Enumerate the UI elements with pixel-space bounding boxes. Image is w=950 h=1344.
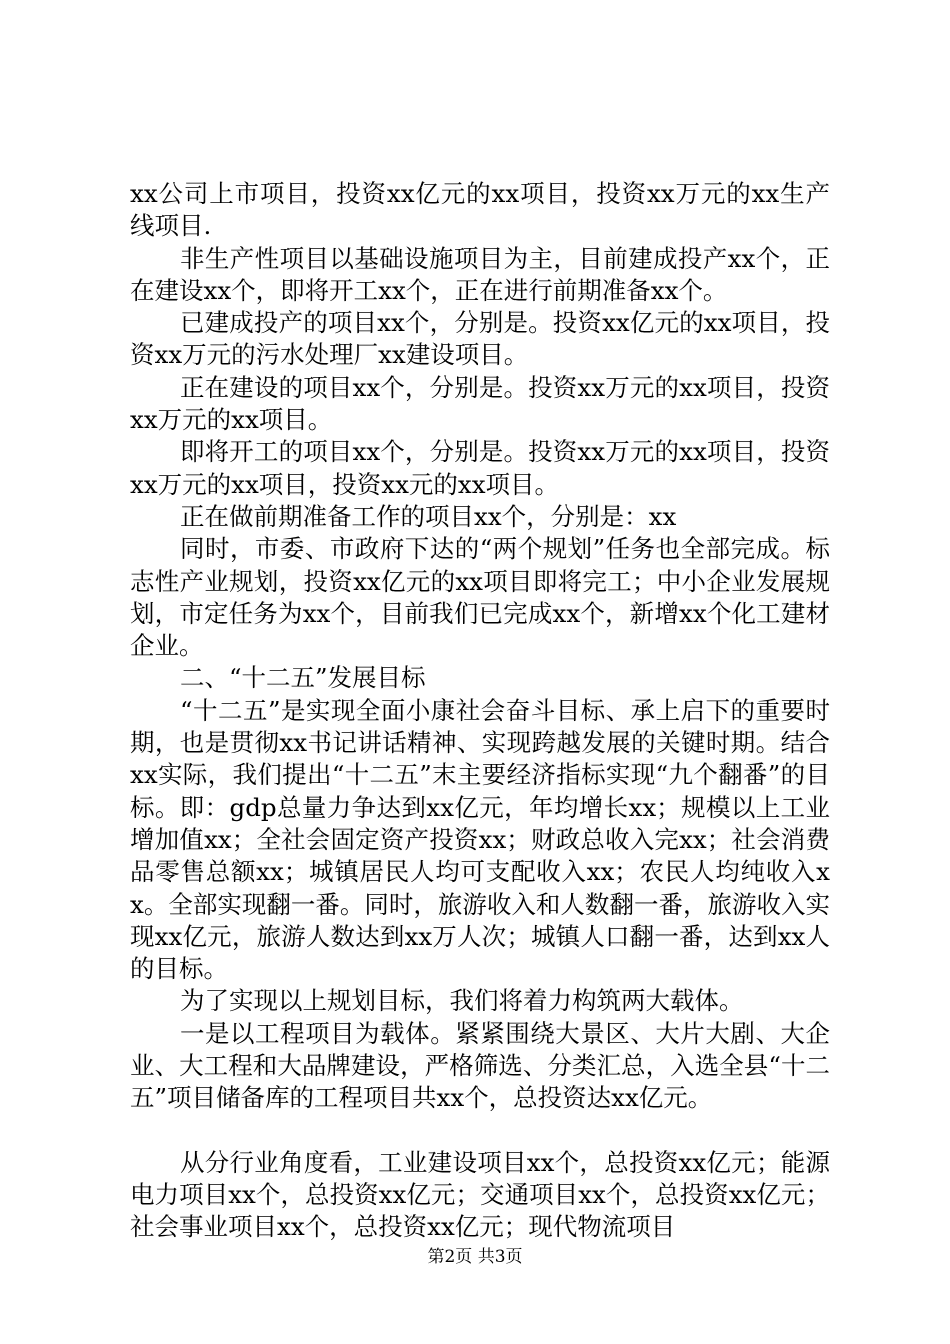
paragraph-9: “十二五”是实现全面小康社会奋斗目标、承上启下的重要时期，也是贯彻xx书记讲话精神、实现跨越发展的关键时期。结合xx实际，我们提出“十二五”末主要经济指标实现“九个翻番”的目标。即：gdp总量力争达到xx亿元，年均增长xx；规模以上工业增加值xx；全社会固定资产投资xx；财政总收入完xx；社会消费品零售总额xx；城镇居民人均可支配收入xx；农民人均纯收入xx。全部实现翻一番。同时，旅游收入和人数翻一番，旅游收入实现xx亿元，旅游人数达到xx万人次；城镇人口翻一番，达到xx人的目标。 (130, 695, 830, 984)
paragraph-5: 即将开工的项目xx个，分别是。投资xx万元的xx项目，投资xx万元的xx项目，投资xx元的xx项目。 (130, 437, 830, 499)
paragraph-1: xx公司上市项目，投资xx亿元的xx项目，投资xx万元的xx生产线项目. (130, 179, 830, 241)
page-number-label: 第2页 共3页 (427, 1247, 523, 1267)
paragraph-2: 非生产性项目以基础设施项目为主，目前建成投产xx个，正在建设xx个，即将开工xx个，正在进行前期准备xx个。 (130, 243, 830, 305)
paragraph-4: 正在建设的项目xx个，分别是。投资xx万元的xx项目，投资xx万元的xx项目。 (130, 372, 830, 435)
paragraph-10: 为了实现以上规划目标，我们将着力构筑两大载体。 (180, 986, 744, 1016)
paragraph-7: 同时，市委、市政府下达的“两个规划”任务也全部完成。标志性产业规划，投资xx亿元的xx项目即将完工；中小企业发展规划，市定任务为xx个，目前我们已完成xx个，新增xx个化工建材企业。 (130, 534, 830, 661)
paragraph-6: 正在做前期准备工作的项目xx个，分别是：xx (180, 501, 677, 531)
paragraph-11: 一是以工程项目为载体。紧紧围绕大景区、大片大剧、大企业、大工程和大品牌建设，严格筛选、分类汇总，入选全县“十二五”项目储备库的工程项目共xx个，总投资达xx亿元。 (130, 1018, 830, 1113)
section-heading: 二、“十二五”发展目标 (180, 663, 426, 693)
paragraph-3: 已建成投产的项目xx个，分别是。投资xx亿元的xx项目，投资xx万元的污水处理厂xx建设项目。 (130, 308, 830, 370)
document-body (130, 178, 830, 1244)
paragraph-12: 从分行业角度看，工业建设项目xx个，总投资xx亿元；能源电力项目xx个，总投资xx亿元；交通项目xx个，总投资xx亿元；社会事业项目xx个，总投资xx亿元；现代物流项目 (130, 1147, 830, 1242)
page-footer (0, 1247, 950, 1267)
